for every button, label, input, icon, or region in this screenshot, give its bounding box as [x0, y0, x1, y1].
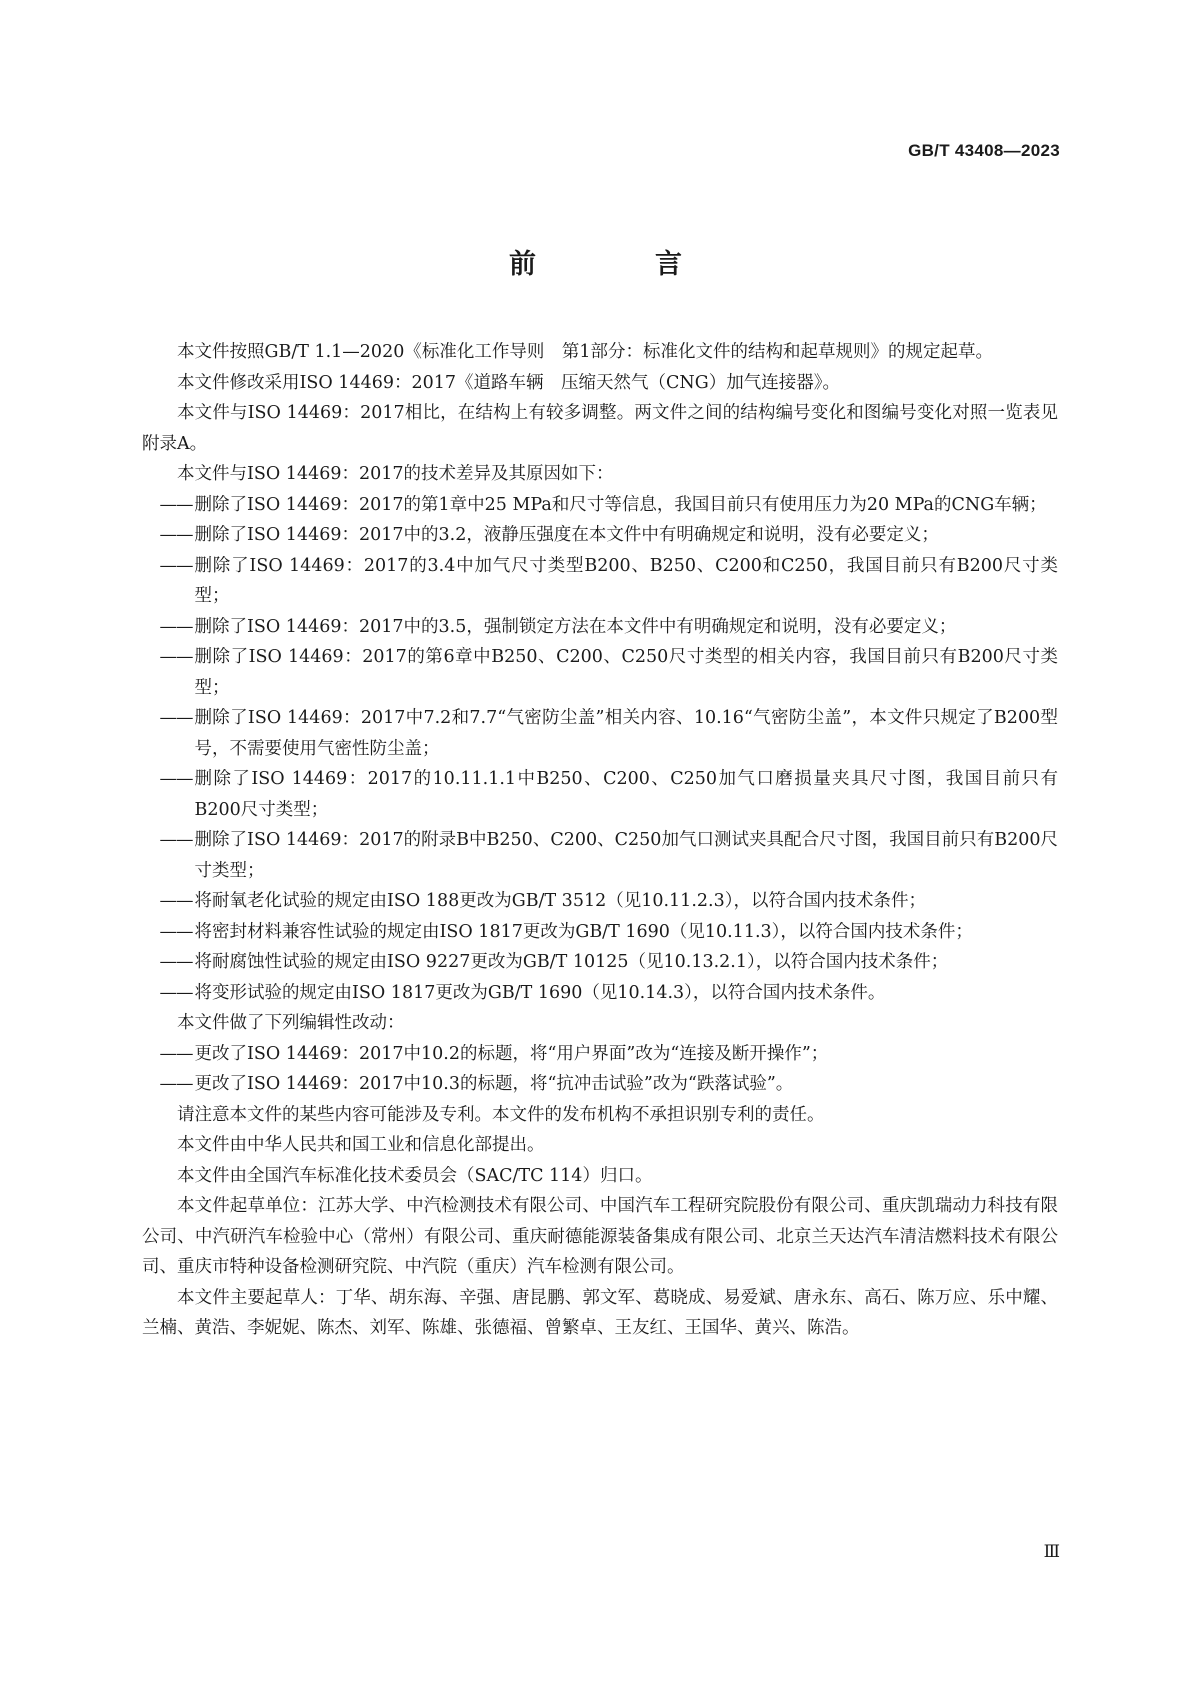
list-item-text: 删除了ISO 14469：2017的3.4中加气尺寸类型B200、B250、C200和C250，我国目前只有B200尺寸类型；	[194, 555, 1058, 606]
paragraph-proposer: 本文件由中华人民共和国工业和信息化部提出。	[177, 1135, 545, 1155]
dash-marker: ——	[159, 647, 193, 667]
dash-marker: ——	[159, 952, 193, 972]
dash-marker: ——	[159, 891, 193, 911]
list-item	[142, 1069, 1058, 1100]
dash-marker: ——	[159, 708, 193, 728]
list-item	[142, 825, 1058, 886]
paragraph-editorial-intro: 本文件做了下列编辑性改动：	[177, 1013, 405, 1033]
dash-marker: ——	[159, 769, 193, 789]
list-item	[142, 490, 1058, 521]
paragraph-technical-committee: 本文件由全国汽车标准化技术委员会（SAC/TC 114）归口。	[177, 1165, 653, 1186]
preface-body	[142, 337, 1058, 1344]
dash-marker: ——	[159, 830, 193, 850]
dash-marker: ——	[159, 616, 193, 637]
list-item-text: 删除了ISO 14469：2017中7.2和7.7“气密防尘盖”相关内容、10.16“气密防尘盖”，本文件只规定了B200型号，不需要使用气密性防尘盖；	[194, 708, 1058, 759]
list-item-text: 删除了ISO 14469：2017中的3.2，液静压强度在本文件中有明确规定和说明，没有必要定义；	[194, 525, 939, 545]
paragraph-technical-differences-intro: 本文件与ISO 14469：2017的技术差异及其原因如下：	[177, 464, 614, 484]
list-item	[142, 917, 1058, 948]
list-item-text: 将密封材料兼容性试验的规定由ISO 1817更改为GB/T 1690（见10.11.3），以符合国内技术条件；	[194, 921, 973, 942]
list-item-text: 删除了ISO 14469：2017的附录B中B250、C200、C250加气口测试夹具配合尺寸图，我国目前只有B200尺寸类型；	[194, 830, 1058, 881]
dash-marker: ——	[159, 555, 193, 576]
list-item-text: 将变形试验的规定由ISO 1817更改为GB/T 1690（见10.14.3），以符合国内技术条件。	[194, 982, 886, 1003]
list-item-text: 删除了ISO 14469：2017中的3.5，强制锁定方法在本文件中有明确规定和说明，没有必要定义；	[194, 616, 957, 637]
page-number: Ⅲ	[1043, 1542, 1060, 1562]
list-item	[142, 612, 1058, 643]
list-item	[142, 947, 1058, 978]
dash-marker: ——	[159, 494, 193, 515]
dash-marker: ——	[159, 921, 193, 942]
dash-marker: ——	[159, 1074, 193, 1094]
paragraph-adoption: 本文件修改采用ISO 14469：2017《道路车辆 压缩天然气（CNG）加气连接器》。	[177, 372, 840, 393]
list-item-text: 更改了ISO 14469：2017中10.2的标题，将“用户界面”改为“连接及断开操作”；	[194, 1043, 829, 1064]
list-item-text: 删除了ISO 14469：2017的第6章中B250、C200、C250尺寸类型的相关内容，我国目前只有B200尺寸类型；	[194, 647, 1058, 698]
technical-changes-list	[142, 490, 1058, 1009]
list-item-text: 将耐腐蚀性试验的规定由ISO 9227更改为GB/T 10125（见10.13.2.1），以符合国内技术条件；	[194, 952, 949, 972]
list-item	[142, 520, 1058, 551]
paragraph-drafters: 本文件主要起草人：丁华、胡东海、辛强、唐昆鹏、郭文军、葛晓成、易爱斌、唐永东、高石、陈万应、乐中耀、兰楠、黄浩、李妮妮、陈杰、刘军、陈雄、张德福、曾繁卓、王友红、王国华、黄兴、陈浩。	[142, 1287, 1058, 1338]
list-item-text: 删除了ISO 14469：2017的10.11.1.1中B250、C200、C250加气口磨损量夹具尺寸图，我国目前只有B200尺寸类型；	[194, 769, 1058, 820]
dash-marker: ——	[159, 525, 193, 545]
list-item-text: 将耐氧老化试验的规定由ISO 188更改为GB/T 3512（见10.11.2.3），以符合国内技术条件；	[194, 891, 926, 911]
list-item	[142, 551, 1058, 612]
list-item-text: 更改了ISO 14469：2017中10.3的标题，将“抗冲击试验”改为“跌落试验”。	[194, 1074, 794, 1094]
list-item	[142, 978, 1058, 1009]
dash-marker: ——	[159, 1043, 193, 1064]
list-item	[142, 764, 1058, 825]
list-item	[142, 642, 1058, 703]
list-item	[142, 886, 1058, 917]
paragraph-drafting-organizations: 本文件起草单位：江苏大学、中汽检测技术有限公司、中国汽车工程研究院股份有限公司、重庆凯瑞动力科技有限公司、中汽研汽车检验中心（常州）有限公司、重庆耐德能源装备集成有限公司、北京兰天达汽车清洁燃料技术有限公司、重庆市特种设备检测研究院、中汽院（重庆）汽车检测有限公司。	[142, 1196, 1058, 1277]
document-code: GB/T 43408—2023	[908, 141, 1060, 160]
list-item	[142, 703, 1058, 764]
dash-marker: ——	[159, 982, 193, 1003]
list-item	[142, 1039, 1058, 1070]
paragraph-patent-notice: 请注意本文件的某些内容可能涉及专利。本文件的发布机构不承担识别专利的责任。	[177, 1104, 825, 1125]
paragraph-structure-changes: 本文件与ISO 14469：2017相比，在结构上有较多调整。两文件之间的结构编号变化和图编号变化对照一览表见附录A。	[142, 403, 1058, 454]
paragraph-drafting-rules: 本文件按照GB/T 1.1—2020《标准化工作导则 第1部分：标准化文件的结构和起草规则》的规定起草。	[177, 342, 993, 362]
page-title: 前 言	[509, 249, 728, 280]
list-item-text: 删除了ISO 14469：2017的第1章中25 MPa和尺寸等信息，我国目前只有使用压力为20 MPa的CNG车辆；	[194, 494, 1047, 515]
editorial-changes-list	[142, 1039, 1058, 1100]
